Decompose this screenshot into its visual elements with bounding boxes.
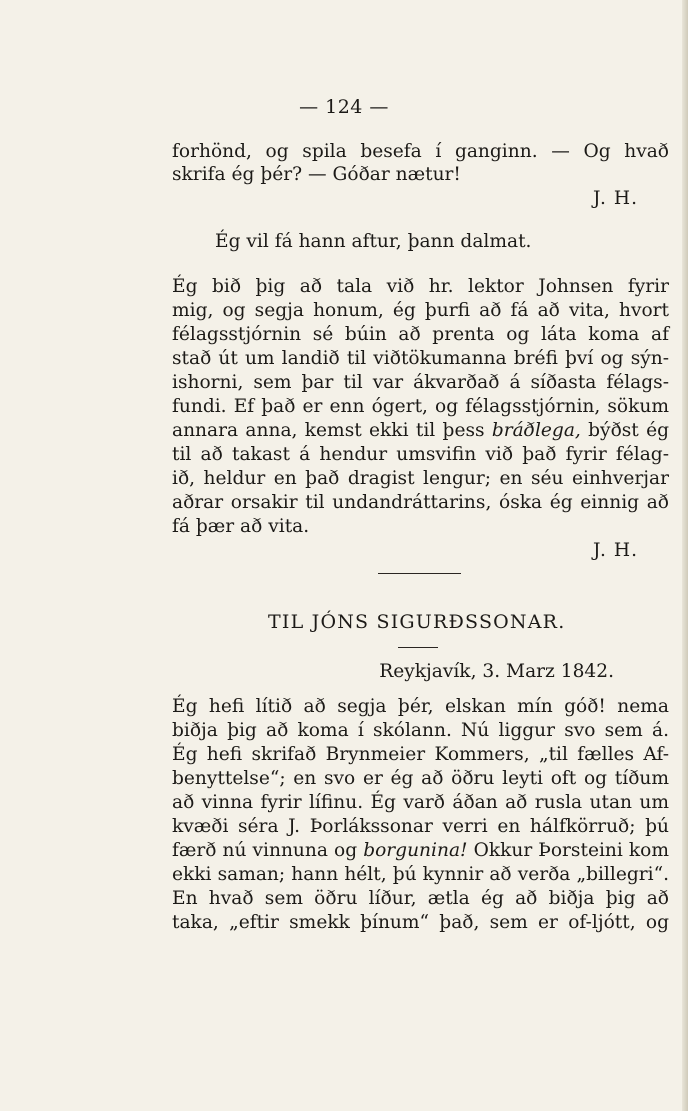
text-line: Ég bið þig að tala við hr. lektor Johnsen fyrir — [172, 276, 669, 297]
text-line-mixed — [172, 419, 669, 443]
text-line: En hvað sem öðru líður, ætla ég að biðja þig að — [172, 888, 669, 909]
page-edge — [682, 0, 688, 1111]
text-line: benyttelse“; en svo er ég að öðru leyti oft og tíðum — [172, 768, 669, 789]
text-line: til að takast á hendur umsvifin við það fyrir félag- — [172, 444, 669, 465]
text-line: félagsstjórnin sé búin að prenta og láta koma af — [172, 324, 669, 345]
text-line: fá þær að vita. — [172, 516, 310, 537]
text-line: aðrar orsakir til undandráttarins, óska ég einnig að — [172, 492, 669, 513]
heading-rule — [398, 647, 438, 648]
page-number: — 124 — — [299, 96, 389, 118]
text-line: ishorni, sem þar til var ákvarðað á síðasta félags- — [172, 372, 669, 393]
text-line: mig, og segja honum, ég þurfi að fá að vita, hvort — [172, 300, 669, 321]
dateline: Reykjavík, 3. Marz 1842. — [379, 661, 614, 682]
italic-word: bráðlega, — [491, 420, 581, 441]
text-line: Ég hefi skrifað Brynmeier Kommers, „til fælles Af- — [172, 744, 669, 765]
text-line: kvæði séra J. Þorlákssonar verri en hálfkörruð; þú — [172, 816, 669, 837]
text-line: forhönd, og spila besefa í ganginn. — Og hvað — [172, 141, 669, 162]
letter-heading: TIL JÓNS SIGURÐSSONAR. — [268, 611, 566, 633]
text-line-mixed — [172, 839, 669, 863]
text-line: ið, heldur en það dragist lengur; en séu einhverjar — [172, 468, 669, 489]
text-run: færð nú vinnuna og — [172, 840, 358, 861]
text-line: skrifa ég þér? — Góðar nætur! — [172, 164, 461, 185]
text-line: taka, „eftir smekk þínum“ það, sem er of-ljótt, og — [172, 912, 669, 933]
italic-word: borgunina! — [363, 840, 468, 861]
text-line: biðja þig að koma í skólann. Nú liggur svo sem á. — [172, 720, 669, 741]
signature: J. H. — [593, 540, 638, 561]
text-line: stað út um landið til viðtökumanna bréfi því og sýn- — [172, 348, 669, 369]
text-line: Ég hefi lítið að segja þér, elskan mín góð! nema — [172, 696, 669, 717]
text-run: annara anna, kemst ekki til þess — [172, 420, 485, 441]
text-line: ekki saman; hann hélt, þú kynnir að verða „billegri“. — [172, 864, 669, 885]
text-run: býðst ég — [588, 420, 670, 441]
text-run: Okkur Þorsteini kom — [473, 840, 669, 861]
text-line: að vinna fyrir lífinu. Ég varð áðan að rusla utan um — [172, 792, 669, 813]
text-line: Ég vil fá hann aftur, þann dalmat. — [215, 231, 532, 252]
text-line: fundi. Ef það er enn ógert, og félagsstjórnin, sökum — [172, 396, 669, 417]
section-divider — [378, 573, 461, 574]
signature: J. H. — [593, 188, 638, 209]
